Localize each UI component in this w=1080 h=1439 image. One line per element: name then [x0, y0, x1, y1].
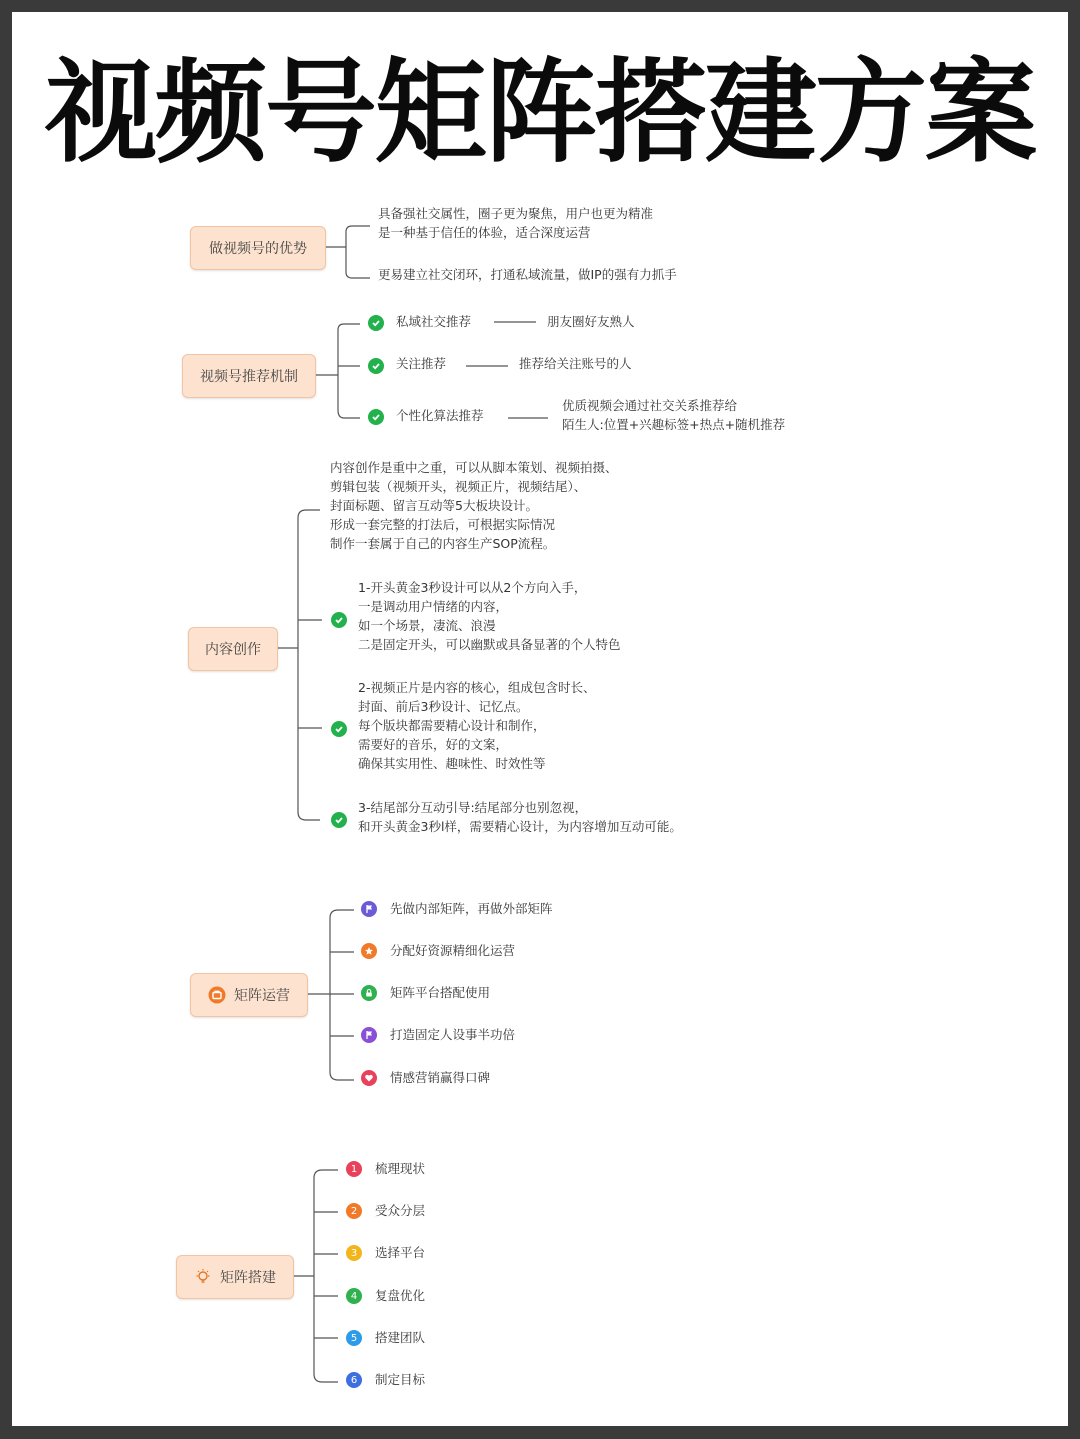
content-intro-2: 剪辑包装（视频开头，视频正片，视频结尾）、: [330, 479, 587, 494]
check-icon: [368, 409, 384, 425]
matrix-ops-item-4: 打造固定人设事半功倍: [390, 1027, 516, 1042]
matrix-build-item-5: 搭建团队: [375, 1330, 426, 1345]
content-point-2-line-2: 封面、前后3秒设计、记忆点。: [358, 699, 529, 714]
number-badge-1: 1: [346, 1161, 362, 1177]
number-badge-4: 4: [346, 1288, 362, 1304]
number-badge-2: 2: [346, 1203, 362, 1219]
flag-icon: [361, 1027, 377, 1043]
content-intro-5: 制作一套属于自己的内容生产SOP流程。: [330, 536, 556, 551]
matrix-build-item-4: 复盘优化: [375, 1288, 426, 1303]
node-matrix-build[interactable]: [176, 1255, 294, 1299]
check-icon: [331, 612, 347, 628]
matrix-build-item-6: 制定目标: [375, 1372, 426, 1387]
recommend-desc-2: 推荐给关注账号的人: [519, 356, 632, 371]
briefcase-icon: [208, 986, 226, 1004]
content-intro-3: 封面标题、留言互动等5大板块设计。: [330, 498, 538, 513]
number-badge-6: 6: [346, 1372, 362, 1388]
lock-icon: [361, 985, 377, 1001]
node-matrix-ops[interactable]: [190, 973, 308, 1017]
check-icon: [331, 812, 347, 828]
content-point-2-line-4: 需要好的音乐，好的文案，: [358, 737, 509, 752]
content-point-1-line-4: 二是固定开头，可以幽默或具备显著的个人特色: [358, 637, 621, 652]
number-badge-3: 3: [346, 1245, 362, 1261]
flag-icon: [361, 901, 377, 917]
node-content[interactable]: [188, 627, 278, 671]
content-intro-4: 形成一套完整的打法后，可根据实际情况: [330, 517, 556, 532]
content-point-2-line-5: 确保其实用性、趣味性、时效性等: [358, 756, 546, 771]
matrix-ops-item-3: 矩阵平台搭配使用: [390, 985, 491, 1000]
node-content-label: 内容创作: [205, 642, 261, 658]
content-point-1-line-3: 如一个场景，凄流、浪漫: [358, 618, 496, 633]
content-intro-1: 内容创作是重中之重，可以从脚本策划、视频拍摄、: [330, 460, 618, 475]
page-title: 视频号矩阵搭建方案: [45, 48, 1035, 178]
recommend-desc-1: 朋友圈好友熟人: [547, 314, 635, 329]
node-advantages[interactable]: [190, 226, 326, 270]
number-badge-5: 5: [346, 1330, 362, 1346]
node-matrix-build-label: 矩阵搭建: [220, 1270, 276, 1286]
check-icon: [368, 315, 384, 331]
content-point-3-line-1: 3-结尾部分互动引导:结尾部分也别忽视，: [358, 800, 588, 815]
check-icon: [368, 358, 384, 374]
advantage-item-2: 是一种基于信任的体验，适合深度运营: [378, 225, 591, 240]
content-point-2-line-1: 2-视频正片是内容的核心，组成包含时长、: [358, 680, 596, 695]
recommend-name-1: 私域社交推荐: [396, 314, 472, 329]
node-advantages-label: 做视频号的优势: [209, 241, 307, 257]
recommend-name-2: 关注推荐: [396, 356, 447, 371]
node-matrix-ops-label: 矩阵运营: [234, 988, 290, 1004]
matrix-ops-item-2: 分配好资源精细化运营: [390, 943, 516, 958]
recommend-name-3: 个性化算法推荐: [396, 408, 484, 423]
matrix-build-item-3: 选择平台: [375, 1245, 426, 1260]
check-icon: [331, 721, 347, 737]
heart-icon: [361, 1070, 377, 1086]
advantage-item-1: 具备强社交属性，圈子更为聚焦，用户也更为精准: [378, 206, 654, 221]
recommend-desc-3b: 陌生人:位置+兴趣标签+热点+随机推荐: [562, 417, 786, 432]
content-point-1-line-1: 1-开头黄金3秒设计可以从2个方向入手，: [358, 580, 587, 595]
node-recommend-label: 视频号推荐机制: [200, 369, 298, 385]
lightbulb-icon: [194, 1268, 212, 1286]
matrix-build-item-1: 梳理现状: [375, 1161, 426, 1176]
content-point-2-line-3: 每个版块都需要精心设计和制作，: [358, 718, 546, 733]
content-point-1-line-2: 一是调动用户情绪的内容，: [358, 599, 509, 614]
matrix-ops-item-1: 先做内部矩阵，再做外部矩阵: [390, 901, 553, 916]
advantage-item-3: 更易建立社交闭环，打通私域流量，做IP的强有力抓手: [378, 267, 677, 282]
recommend-desc-3a: 优质视频会通过社交关系推荐给: [562, 398, 738, 413]
star-icon: [361, 943, 377, 959]
node-recommend[interactable]: [182, 354, 316, 398]
matrix-ops-item-5: 情感营销赢得口碑: [390, 1070, 491, 1085]
content-point-3-line-2: 和开头黄金3秒l样，需要精心设计，为内容增加互动可能。: [358, 819, 682, 834]
matrix-build-item-2: 受众分层: [375, 1203, 426, 1218]
